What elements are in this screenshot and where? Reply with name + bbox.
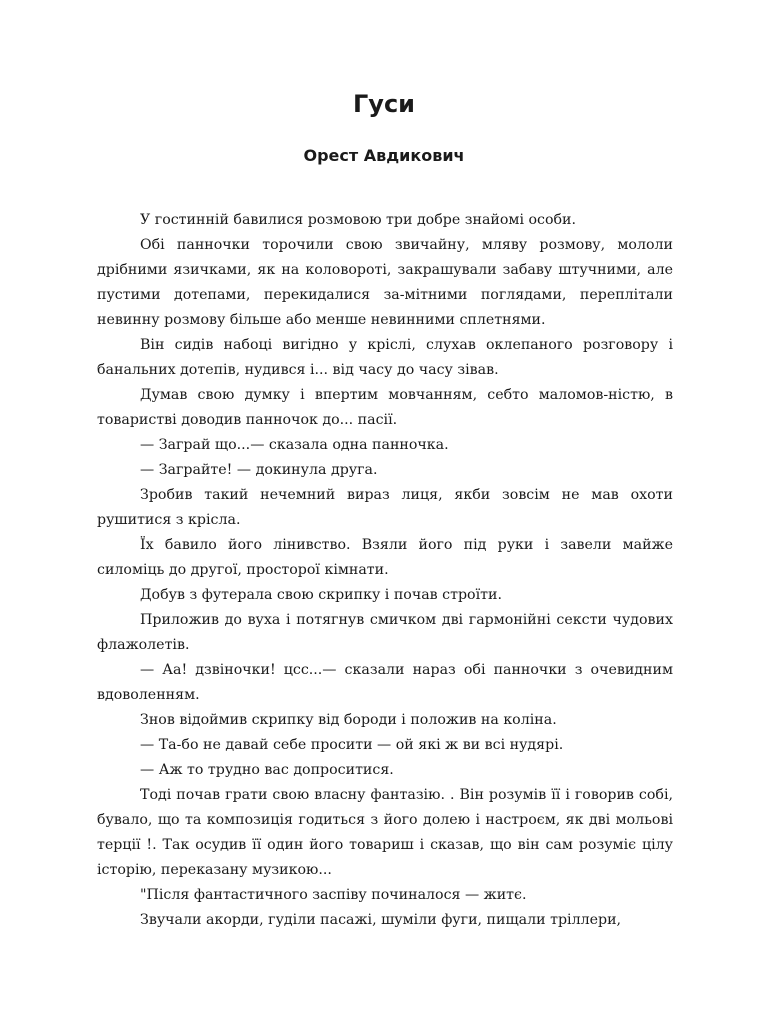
paragraph: — Заграйте! — докинула друга.	[140, 462, 378, 478]
paragraph: У гостинній бавилися розмовою три добре знайомі особи.	[140, 212, 577, 228]
paragraph: Їх бавило його лінивство. Взяли його під руки і завели майже силоміць до другої, просторої кімнати.	[97, 537, 673, 578]
paragraph: Зробив такий нечемний вираз лиця, якби зовсім не мав охоти рушитися з крісла.	[97, 487, 673, 528]
paragraph: — Аж то трудно вас допроситися.	[140, 762, 394, 778]
document-body	[97, 208, 673, 933]
paragraph: Думав свою думку і впертим мовчанням, себто маломов-ністю, в товаристві доводив панночок до... пасії.	[97, 387, 673, 428]
paragraph: — Та-бо не давай себе просити — ой які ж ви всі нудярі.	[140, 737, 564, 753]
paragraph: Обі панночки торочили свою звичайну, мляву розмову, мололи дрібними язичками, як на коловороті, закрашували забаву штучними, але пустими дотепами, перекидалися за-мітними поглядами, переплітали невинну розмову більше або менше невинними сплетнями.	[97, 237, 673, 328]
paragraph: Приложив до вуха і потягнув смичком дві гармонійні сексти чудових флажолетів.	[97, 612, 673, 653]
paragraph: Добув з футерала свою скрипку і почав строїти.	[140, 587, 502, 603]
paragraph: — Заграй що...— сказала одна панночка.	[140, 437, 449, 453]
document-author: Орест Авдикович	[303, 146, 465, 165]
paragraph: Знов відоймив скрипку від бороди і положив на коліна.	[140, 712, 557, 728]
paragraph: Він сидів набоці вигідно у кріслі, слухав оклепаного розговору і банальних дотепів, нудився і... від часу до часу зівав.	[97, 337, 673, 378]
document-title: Гуси	[353, 90, 415, 118]
paragraph: — Аа! дзвіночки! цсс...— сказали нараз обі панночки з очевидним вдоволенням.	[97, 662, 673, 703]
paragraph: Звучали акорди, гуділи пасажі, шуміли фуги, пищали тріллери,	[140, 912, 622, 928]
paragraph: "Після фантастичного заспіву починалося — житє.	[140, 887, 527, 903]
paragraph: Тоді почав грати свою власну фантазію. . Він розумів її і говорив собі, бувало, що та композиція годиться з його долею і настроєм, як дві мольові терції !. Так осудив її один його товариш і сказав, що він сам розуміє цілу історію, переказану музикою...	[97, 787, 673, 878]
